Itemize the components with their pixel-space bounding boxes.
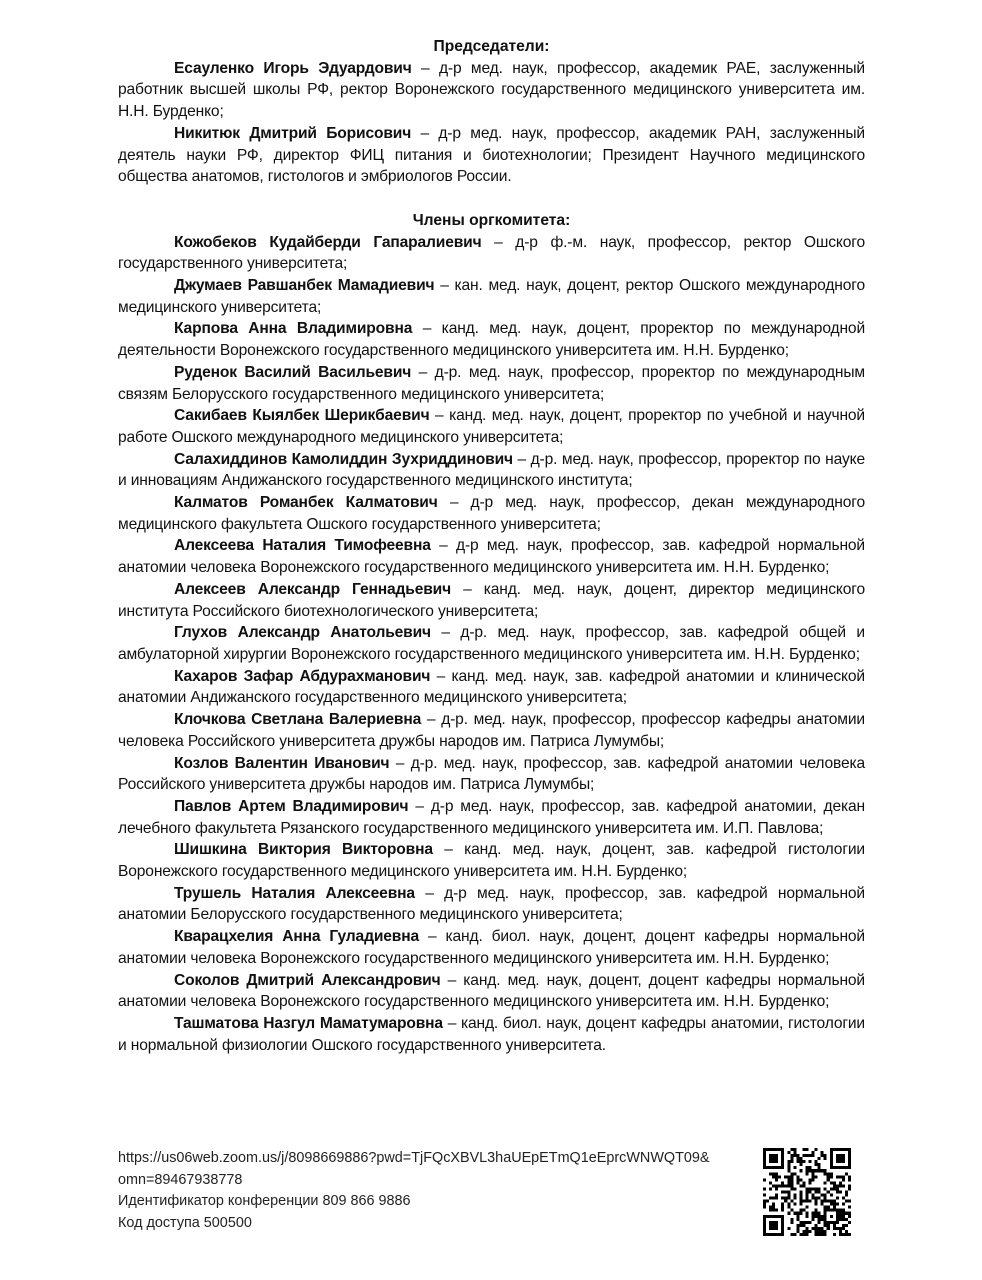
person-description: – д-р мед. наук, профессор, зав. кафедрой нормальной анатомии человека Воронежского государственного медицинского университета им. Н.Н. Бурденко; [118, 537, 865, 577]
person-entry [118, 1013, 865, 1056]
access-code: Код доступа 500500 [118, 1214, 252, 1231]
person-name: Глухов Александр Анатольевич [174, 624, 431, 642]
person-description: – д-р мед. наук, профессор, академик РАН, заслуженный деятель науки РФ, директор ФИЦ питания и биотехнологии; Президент Научного медицинского общества анатомов, гистологов и эмбриологов России. [118, 124, 865, 186]
person-description: – канд. мед. наук, доцент, проректор по учебной и научной работе Ошского международного медицинского университета; [118, 407, 865, 446]
conference-id: Идентификатор конференции 809 866 9886 [118, 1193, 411, 1210]
person-entry [118, 926, 865, 969]
person-entry [118, 492, 865, 535]
person-entry [118, 405, 865, 448]
person-description: – канд. мед. наук, доцент, доцент кафедры нормальной анатомии человека Воронежского государственного медицинского университета им. Н.Н. Бурденко; [118, 971, 865, 1011]
person-entry [118, 232, 865, 275]
person-description: – канд. мед. наук, доцент, зав. кафедрой гистологии Воронежского государственного медицинского университета им. Н.Н. Бурденко; [118, 841, 865, 881]
document-body [118, 36, 865, 1056]
person-description: – д-р мед. наук, профессор, зав. кафедрой анатомии, декан лечебного факультета Рязанского государственного медицинского университета им. И.П. Павлова; [118, 797, 866, 837]
members-heading: Члены оргкомитета: [412, 211, 571, 229]
person-name: Сакибаев Кыялбек Шерикбаевич [174, 407, 430, 425]
person-entry [118, 123, 865, 188]
person-name: Никитюк Дмитрий Борисович [174, 124, 412, 142]
chairs-heading: Председатели: [433, 38, 550, 55]
person-name: Ташматова Назгул Маматумаровна [174, 1014, 443, 1032]
person-entry [118, 970, 865, 1013]
person-description: – д-р мед. наук, профессор, зав. кафедрой нормальной анатомии Белорусского государственного медицинского университета; [118, 884, 865, 924]
person-name: Кожобеков Кудайберди Гапаралиевич [174, 233, 482, 251]
person-name: Козлов Валентин Иванович [174, 754, 390, 772]
person-name: Трушель Наталия Алексеевна [174, 884, 415, 902]
person-entry [118, 362, 865, 405]
person-description: – д-р. мед. наук, профессор, проректор по науке и инновациям Андижанского государственного медицинского института; [118, 450, 865, 490]
person-name: Алексеева Наталия Тимофеевна [174, 537, 431, 555]
person-description: – д-р мед. наук, профессор, декан международного медицинского факультета Ошского государственного университета; [118, 494, 865, 533]
person-entry [118, 579, 865, 622]
qr-code-icon [763, 1148, 851, 1236]
person-name: Кварацхелия Анна Гуладиевна [174, 928, 420, 946]
person-name: Алексеев Александр Геннадьевич [174, 580, 452, 598]
person-name: Кахаров Зафар Абдурахманович [174, 667, 431, 685]
chairs-list [118, 58, 865, 188]
person-entry [118, 535, 865, 578]
person-description: – кан. мед. наук, доцент, ректор Ошского международного медицинского университета; [118, 277, 865, 316]
person-description: – д-р. мед. наук, профессор, проректор по международным связям Белорусского государственного медицинского университета; [118, 363, 866, 403]
person-entry [118, 449, 865, 492]
footer-info [118, 1148, 758, 1234]
person-name: Салахиддинов Камолиддин Зухриддинович [174, 450, 513, 468]
person-description: – д-р мед. наук, профессор, академик РАЕ, заслуженный работник высшей школы РФ, ректор Воронежского государственного медицинского университета им. Н.Н. Бурденко; [118, 59, 865, 121]
members-list [118, 232, 865, 1057]
person-description: – д-р ф.-м. наук, профессор, ректор Ошского государственного университета; [118, 233, 865, 273]
person-entry [118, 753, 865, 796]
person-description: – канд. мед. наук, доцент, проректор по международной деятельности Воронежского государственного медицинского университета им. Н.Н. Бурденко; [118, 320, 866, 360]
person-entry [118, 58, 865, 123]
person-entry [118, 622, 865, 665]
person-name: Клочкова Светлана Валериевна [174, 711, 422, 729]
person-entry [118, 796, 865, 839]
person-name: Джумаев Равшанбек Мамадиевич [174, 277, 435, 295]
person-name: Соколов Дмитрий Александрович [174, 971, 441, 989]
person-name: Калматов Романбек Калматович [174, 494, 438, 512]
person-name: Павлов Артем Владимирович [174, 797, 409, 815]
person-description: – канд. биол. наук, доцент кафедры анатомии, гистологии и нормальной физиологии Ошского государственного университета. [118, 1014, 865, 1054]
person-entry [118, 883, 865, 926]
person-entry [118, 839, 865, 882]
person-name: Шишкина Виктория Викторовна [174, 841, 433, 859]
person-description: – канд. биол. наук, доцент, доцент кафедры нормальной анатомии человека Воронежского государственного медицинского университета им. Н.Н. Бурденко; [118, 928, 865, 967]
person-description: – канд. мед. наук, доцент, директор медицинского института Российского биотехнологического университета; [118, 580, 865, 620]
person-description: – канд. мед. наук, зав. кафедрой анатомии и клинической анатомии Андижанского государственного медицинского университета; [118, 667, 865, 707]
person-entry [118, 666, 865, 709]
person-name: Карпова Анна Владимировна [174, 320, 413, 338]
person-name: Руденок Василий Васильевич [174, 363, 412, 381]
person-name: Есауленко Игорь Эдуардович [174, 59, 412, 77]
person-description: – д-р. мед. наук, профессор, зав. кафедрой анатомии человека Российского университета дружбы народов им. Патриса Лумумбы; [118, 754, 866, 794]
person-entry [118, 275, 865, 318]
person-entry [118, 709, 865, 752]
person-description: – д-р. мед. наук, профессор, профессор кафедры анатомии человека Российского университета дружбы народов им. Патриса Лумумбы; [118, 711, 865, 750]
person-description: – д-р. мед. наук, профессор, зав. кафедрой общей и амбулаторной хирургии Воронежского государственного медицинского университета им. Н.Н. Бурденко; [118, 624, 865, 663]
person-entry [118, 318, 865, 361]
zoom-link-continuation[interactable]: omn=89467938778 [118, 1171, 243, 1188]
zoom-link[interactable]: https://us06web.zoom.us/j/8098669886?pwd=TjFQcXBVL3haUEpETmQ1eEprcWNWQT09& [118, 1150, 710, 1166]
